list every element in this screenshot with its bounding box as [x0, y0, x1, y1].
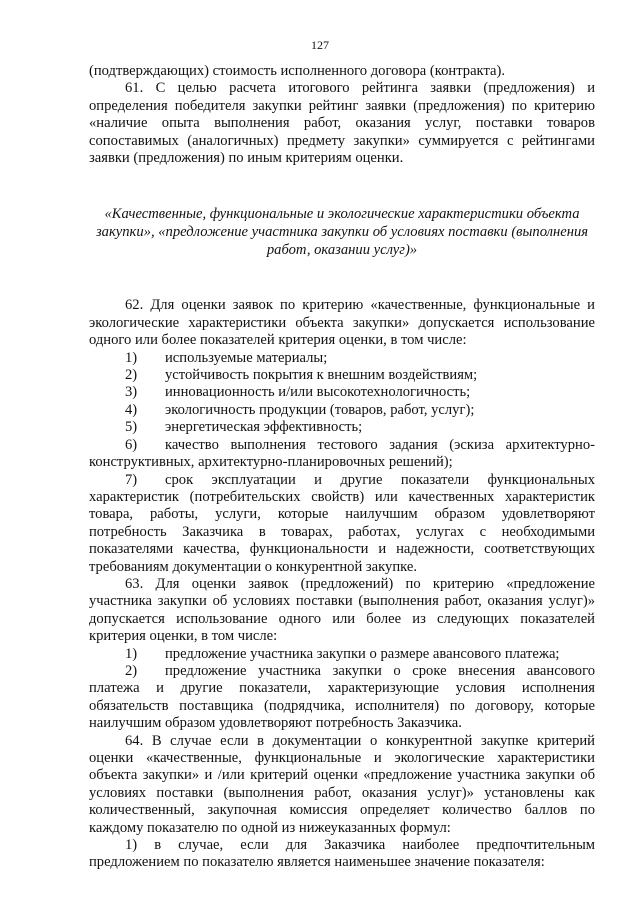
list-item-number: 1) [125, 349, 138, 366]
list-item [89, 402, 595, 419]
list-item-text: экологичность продукции (товаров, работ, услуг); [165, 401, 475, 418]
list-item-text: качество выполнения тестового задания (эскиза архитектурно-конструктивных, архитектурно-планировочных решений); [89, 436, 595, 471]
paragraph-63: 63. Для оценки заявок (предложений) по критерию «предложение участника закупки об условиях поставки (выполнения работ, оказания услуг)» допускается использование одного или более из следующих показателей критерия оценки, в том числе: [89, 575, 595, 645]
list-item [89, 419, 595, 436]
list-item-number: 2) [125, 662, 138, 679]
list-item-number: 1) [125, 645, 138, 662]
list-item-number: 6) [125, 436, 138, 453]
list-item-number: 4) [125, 401, 138, 418]
list-62 [89, 350, 595, 576]
section-heading: «Качественные, функциональные и экологические характеристики объекта закупки», «предложение участника закупки об условиях поставки (выполнения работ, оказании услуг)» [95, 206, 589, 259]
paragraph-61: 61. С целью расчета итогового рейтинга заявки (предложения) и определения победителя закупки рейтинг заявки (предложения) по критерию «наличие опыта выполнения работ, оказания услуг, поставки товаров сопоставимых (аналогичных) предмету закупки» суммируется с рейтингами заявки (предложения) по иным критериям оценки. [89, 80, 595, 167]
paragraph-64-1: 1) в случае, если для Заказчика наиболее предпочтительным предложением по показателю является наименьшее значение показателя: [89, 837, 595, 871]
list-item-text: предложение участника закупки о размере авансового платежа; [165, 645, 560, 662]
list-item-number: 3) [125, 384, 138, 401]
list-item-number: 2) [125, 367, 138, 384]
list-item-text: срок эксплуатации и другие показатели функциональных характеристик (потребительских свойств) или качественных характеристик товара, работы, услуги, которые наилучшим образом удовлетворяют потребность Заказчика в товарах, работах, услугах с необходимыми показателями качества, функциональности и надежности, соответствующих требованиям документации о конкурентной закупке. [89, 471, 595, 575]
document-body [89, 63, 595, 872]
list-item [89, 437, 595, 472]
list-item-text: устойчивость покрытия к внешним воздействиям; [165, 367, 478, 384]
list-item [89, 350, 595, 367]
list-item-text: используемые материалы; [165, 349, 328, 366]
list-item [89, 646, 595, 663]
paragraph-64: 64. В случае если в документации о конкурентной закупке критерий оценки «качественные, функциональные и экологические характеристики объекта закупки» и /или критерий оценки «предложение участника закупки об условиях поставки (выполнения работ, оказания услуг)» установлены как количественный, закупочная комиссия определяет количество баллов по каждому показателю по одной из нижеуказанных формул: [89, 732, 595, 836]
list-63 [89, 646, 595, 733]
list-item [89, 367, 595, 384]
paragraph-62: 62. Для оценки заявок по критерию «качественные, функциональные и экологические характеристики объекта закупки» допускается использование одного или более показателей критерия оценки, в том числе: [89, 297, 595, 349]
list-item-text: энергетическая эффективность; [165, 419, 363, 436]
list-item [89, 384, 595, 401]
list-item [89, 663, 595, 733]
paragraph-continuation: (подтверждающих) стоимость исполненного договора (контракта). [89, 63, 505, 79]
list-item-number: 7) [125, 471, 138, 488]
list-item-text: инновационность и/или высокотехнологичность; [165, 384, 471, 401]
list-item-text: предложение участника закупки о сроке внесения авансового платежа и другие показатели, характеризующие условия исполнения обязательств поставщика (подрядчика, исполнителя) по договору, которые наилучшим образом удовлетворяют потребность Заказчика. [89, 662, 595, 732]
list-item [89, 472, 595, 576]
list-item-number: 5) [125, 419, 138, 436]
page-number: 127 [311, 38, 329, 52]
